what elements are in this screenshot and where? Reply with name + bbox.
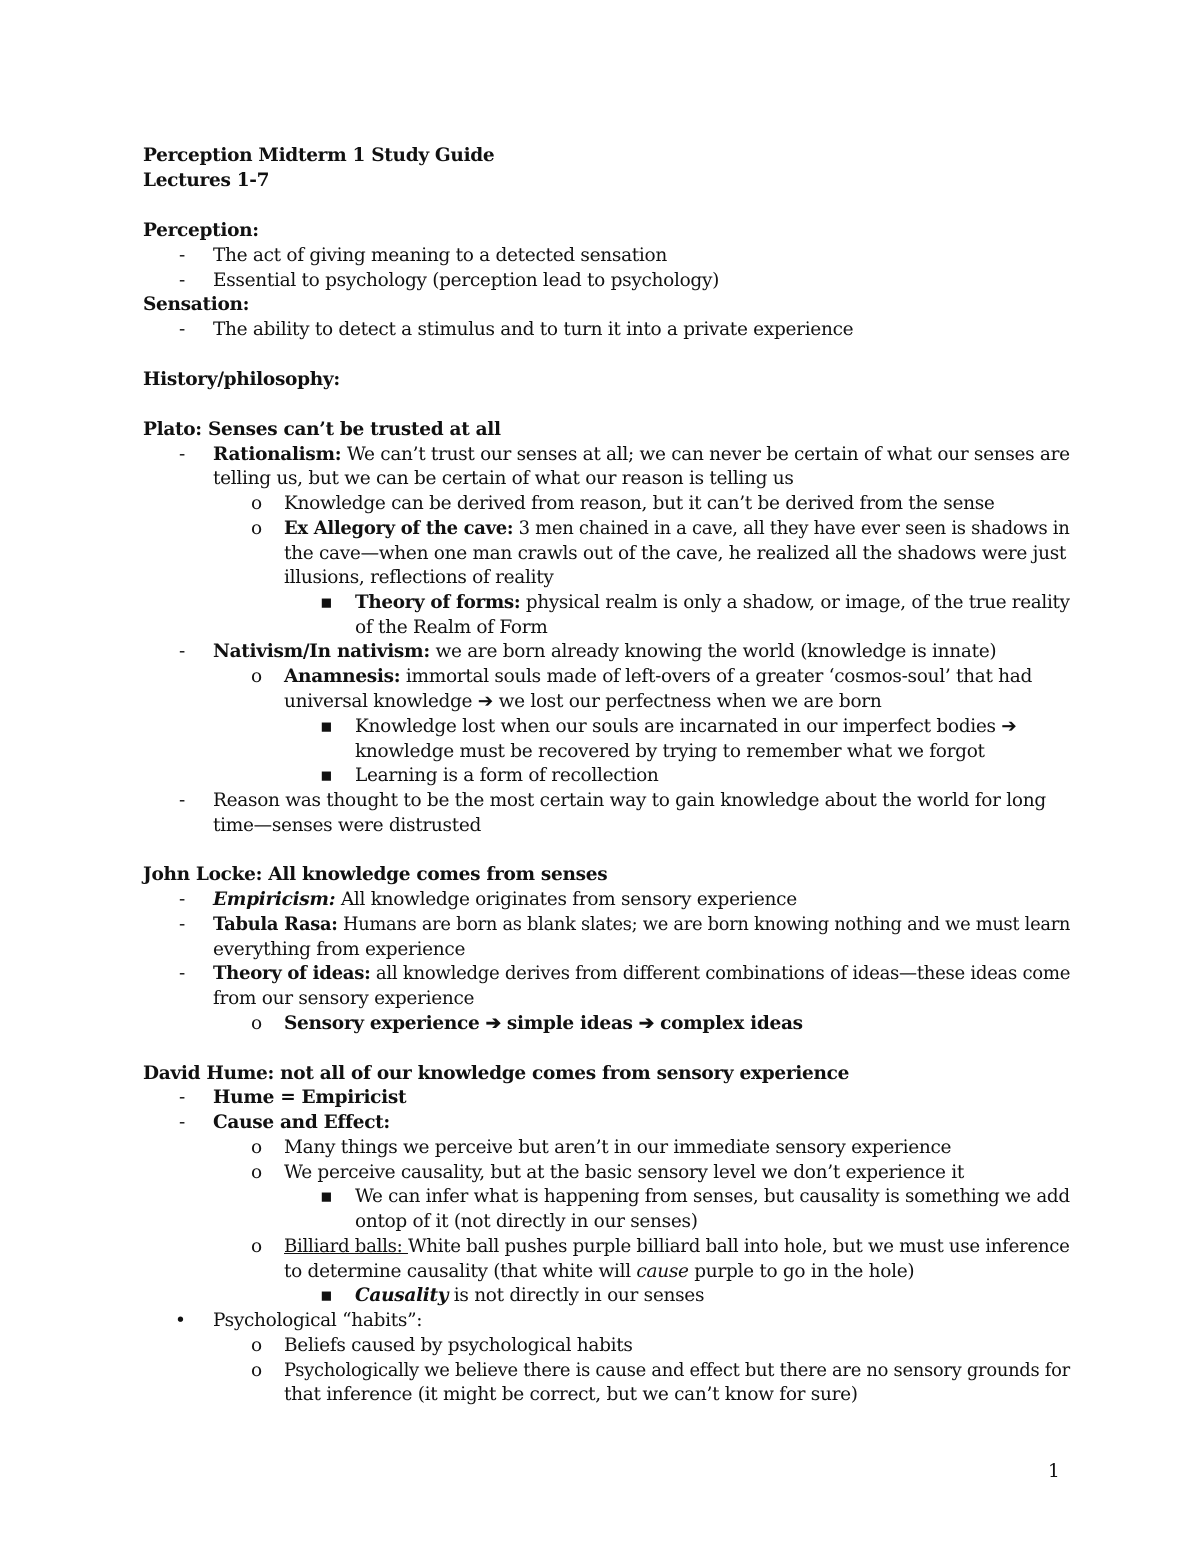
- dash-marker: -: [179, 444, 185, 465]
- allegory-item-cont: the cave—when one man crawls out of the cave, he realized all the shadows were just: [284, 543, 1067, 564]
- dash-marker: -: [179, 319, 185, 340]
- dash-marker: -: [179, 1112, 185, 1133]
- list-item: Psychologically we believe there is cause and effect but there are no sensory grounds for: [284, 1360, 1070, 1381]
- perception-heading: Perception:: [143, 220, 259, 241]
- tabula-rasa-item: Tabula Rasa: Humans are born as blank slates; we are born knowing nothing and we must learn: [213, 914, 1071, 935]
- list-item: Beliefs caused by psychological habits: [284, 1335, 633, 1356]
- circle-marker: o: [251, 1137, 262, 1158]
- square-marker: ▪: [320, 765, 333, 786]
- list-item: Causality is not directly in our senses: [355, 1285, 705, 1306]
- anamnesis-item-cont: universal knowledge ➔ we lost our perfectness when we are born: [284, 691, 882, 712]
- dash-marker: -: [179, 270, 185, 291]
- forms-item: Theory of forms: physical realm is only a shadow, or image, of the true reality: [355, 592, 1070, 613]
- theory-ideas-item-cont: from our sensory experience: [213, 988, 475, 1009]
- list-item: Reason was thought to be the most certain way to gain knowledge about the world for long: [213, 790, 1046, 811]
- hume-heading: David Hume: not all of our knowledge comes from sensory experience: [143, 1063, 850, 1084]
- circle-marker: o: [251, 1335, 262, 1356]
- circle-marker: o: [251, 666, 262, 687]
- plato-heading: Plato: Senses can’t be trusted at all: [143, 419, 501, 440]
- list-item: Cause and Effect:: [213, 1112, 390, 1133]
- list-item: Knowledge can be derived from reason, but it can’t be derived from the sense: [284, 493, 995, 514]
- arrow-icon: ➔: [477, 691, 493, 712]
- circle-marker: o: [251, 1360, 262, 1381]
- anamnesis-item: Anamnesis: immortal souls made of left-overs of a greater ‘cosmos-soul’ that had: [284, 666, 1033, 687]
- arrow-icon: ➔: [638, 1013, 654, 1034]
- allegory-item-cont: illusions, reflections of reality: [284, 567, 554, 588]
- dash-marker: -: [179, 963, 185, 984]
- rationalism-item: Rationalism: We can’t trust our senses at all; we can never be certain of what our senses are: [213, 444, 1070, 465]
- list-item-cont: time—senses were distrusted: [213, 815, 482, 836]
- arrow-icon: ➔: [485, 1013, 501, 1034]
- history-heading: History/philosophy:: [143, 369, 340, 390]
- list-item: The act of giving meaning to a detected sensation: [213, 245, 667, 266]
- page-title: Perception Midterm 1 Study Guide: [143, 145, 495, 166]
- ideas-chain: Sensory experience ➔ simple ideas ➔ complex ideas: [284, 1013, 803, 1034]
- list-item-cont: that inference (it might be correct, but we can’t know for sure): [284, 1384, 858, 1405]
- circle-marker: o: [251, 1013, 262, 1034]
- dash-marker: -: [179, 889, 185, 910]
- rationalism-item-cont: telling us, but we can be certain of what our reason is telling us: [213, 468, 794, 489]
- bullet-marker: •: [175, 1310, 186, 1331]
- billiard-item: Billiard balls: White ball pushes purple billiard ball into hole, but we must use inference: [284, 1236, 1070, 1257]
- dash-marker: -: [179, 245, 185, 266]
- square-marker: ▪: [320, 1285, 333, 1306]
- list-item: Psychological “habits”:: [213, 1310, 423, 1331]
- dash-marker: -: [179, 641, 185, 662]
- dash-marker: -: [179, 1087, 185, 1108]
- billiard-item-cont: to determine causality (that white will cause purple to go in the hole): [284, 1261, 915, 1282]
- theory-ideas-item: Theory of ideas: all knowledge derives from different combinations of ideas—these ideas come: [213, 963, 1071, 984]
- allegory-item: Ex Allegory of the cave: 3 men chained in a cave, all they have ever seen is shadows in: [284, 518, 1070, 539]
- circle-marker: o: [251, 1236, 262, 1257]
- square-marker: ▪: [320, 716, 333, 737]
- circle-marker: o: [251, 1162, 262, 1183]
- locke-heading: John Locke: All knowledge comes from senses: [143, 864, 608, 885]
- circle-marker: o: [251, 493, 262, 514]
- sensation-heading: Sensation:: [143, 294, 250, 315]
- circle-marker: o: [251, 518, 262, 539]
- list-item: The ability to detect a stimulus and to turn it into a private experience: [213, 319, 854, 340]
- square-marker: ▪: [320, 592, 333, 613]
- square-marker: ▪: [320, 1186, 333, 1207]
- nativism-item: Nativism/In nativism: we are born already knowing the world (knowledge is innate): [213, 641, 997, 662]
- tabula-rasa-item-cont: everything from experience: [213, 939, 466, 960]
- forms-item-cont: of the Realm of Form: [355, 617, 548, 638]
- dash-marker: -: [179, 790, 185, 811]
- page-subtitle: Lectures 1-7: [143, 170, 270, 191]
- list-item-cont: knowledge must be recovered by trying to remember what we forgot: [355, 741, 985, 762]
- list-item: We can infer what is happening from senses, but causality is something we add: [355, 1186, 1070, 1207]
- list-item: Essential to psychology (perception lead to psychology): [213, 270, 720, 291]
- list-item: Hume = Empiricist: [213, 1087, 407, 1108]
- list-item: Many things we perceive but aren’t in our immediate sensory experience: [284, 1137, 952, 1158]
- list-item: We perceive causality, but at the basic sensory level we don’t experience it: [284, 1162, 964, 1183]
- dash-marker: -: [179, 914, 185, 935]
- arrow-icon: ➔: [1001, 716, 1017, 737]
- list-item: Learning is a form of recollection: [355, 765, 659, 786]
- list-item-cont: ontop of it (not directly in our senses): [355, 1211, 698, 1232]
- empiricism-item: Empiricism: All knowledge originates from sensory experience: [213, 889, 797, 910]
- list-item: Knowledge lost when our souls are incarnated in our imperfect bodies ➔: [355, 716, 1017, 737]
- page-number: 1: [1048, 1461, 1060, 1482]
